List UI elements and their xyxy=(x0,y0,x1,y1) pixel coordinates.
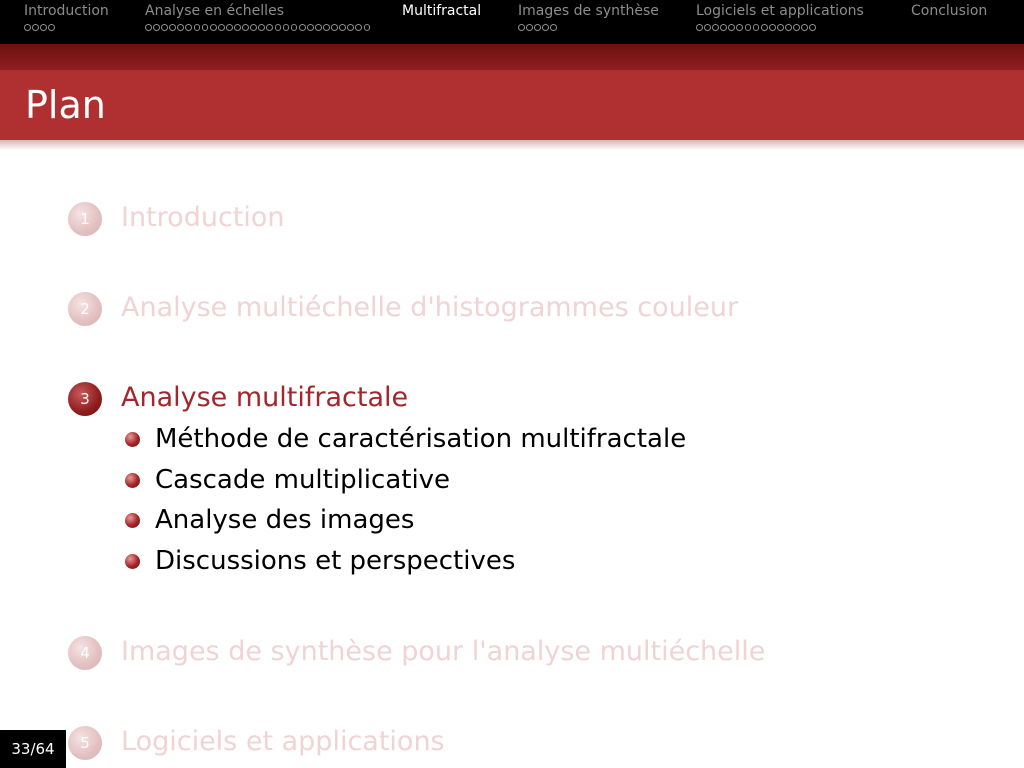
ball-bullet-icon xyxy=(125,554,140,569)
nav-section-conclusion[interactable] xyxy=(911,3,987,43)
frame-dot-icon[interactable] xyxy=(793,24,800,31)
frame-dot-icon[interactable] xyxy=(194,24,201,31)
toc-number-ball: 5 xyxy=(68,726,102,760)
frame-dot-icon[interactable] xyxy=(48,24,55,31)
nav-section-label[interactable]: Conclusion xyxy=(911,3,988,19)
frame-dot-icon[interactable] xyxy=(250,24,257,31)
nav-section-multifractal[interactable] xyxy=(402,3,481,43)
frame-dot-icon[interactable] xyxy=(355,24,362,31)
frame-dot-icon[interactable] xyxy=(364,24,371,31)
nav-frame-dots[interactable] xyxy=(145,24,370,32)
toc-number-ball: 4 xyxy=(68,636,102,670)
frame-dot-icon[interactable] xyxy=(234,24,241,31)
nav-section-label[interactable]: Multifractal xyxy=(402,3,482,19)
frame-dot-icon[interactable] xyxy=(315,24,322,31)
frame-dot-icon[interactable] xyxy=(753,24,760,31)
frame-dot-icon[interactable] xyxy=(323,24,330,31)
ball-bullet-icon xyxy=(125,432,140,447)
frame-dot-icon[interactable] xyxy=(32,24,39,31)
frame-dot-icon[interactable] xyxy=(347,24,354,31)
toc-subitem-label[interactable]: Cascade multiplicative xyxy=(155,465,451,495)
frame-dot-icon[interactable] xyxy=(266,24,273,31)
page-counter: 33/64 xyxy=(0,730,66,768)
nav-frame-dots[interactable] xyxy=(518,24,659,32)
title-bar xyxy=(0,70,1024,140)
frame-dot-icon[interactable] xyxy=(24,24,31,31)
frame-dot-icon[interactable] xyxy=(801,24,808,31)
ball-bullet-icon xyxy=(125,513,140,528)
frame-dot-icon[interactable] xyxy=(339,24,346,31)
frame-dot-icon[interactable] xyxy=(331,24,338,31)
frame-dot-icon[interactable] xyxy=(177,24,184,31)
toc-item-label[interactable]: Images de synthèse pour l'analyse multiéchelle xyxy=(121,636,766,667)
nav-section-label[interactable]: Logiciels et applications xyxy=(696,3,864,19)
toc-number-ball: 1 xyxy=(68,202,102,236)
toc-item-label[interactable]: Logiciels et applications xyxy=(121,726,445,757)
frame-dot-icon[interactable] xyxy=(169,24,176,31)
frame-dot-icon[interactable] xyxy=(728,24,735,31)
nav-frame-dots[interactable] xyxy=(402,24,481,32)
nav-frame-dots[interactable] xyxy=(24,24,109,32)
toc-subitem-label[interactable]: Analyse des images xyxy=(155,505,415,535)
frame-dot-icon[interactable] xyxy=(809,24,816,31)
frame-title: Plan xyxy=(25,83,106,127)
toc-subitem-label[interactable]: Méthode de caractérisation multifractale xyxy=(155,424,687,454)
toc-number-ball: 2 xyxy=(68,292,102,326)
nav-section-label[interactable]: Images de synthèse xyxy=(518,3,659,19)
frame-dot-icon[interactable] xyxy=(218,24,225,31)
frame-dot-icon[interactable] xyxy=(736,24,743,31)
frame-dot-icon[interactable] xyxy=(526,24,533,31)
frame-dot-icon[interactable] xyxy=(202,24,209,31)
nav-section-images-de-synthese[interactable] xyxy=(518,3,659,43)
nav-section-label[interactable]: Introduction xyxy=(24,3,109,19)
title-bar-top-shade xyxy=(0,44,1024,70)
frame-dot-icon[interactable] xyxy=(299,24,306,31)
nav-frame-dots[interactable] xyxy=(696,24,864,32)
frame-dot-icon[interactable] xyxy=(226,24,233,31)
section-navigation-bar xyxy=(0,0,1024,44)
toc-number-ball: 3 xyxy=(68,382,102,416)
frame-dot-icon[interactable] xyxy=(258,24,265,31)
nav-section-label[interactable]: Analyse en échelles xyxy=(145,3,284,19)
frame-dot-icon[interactable] xyxy=(161,24,168,31)
frame-dot-icon[interactable] xyxy=(785,24,792,31)
toc-item-label[interactable]: Analyse multiéchelle d'histogrammes couleur xyxy=(121,292,739,323)
frame-dot-icon[interactable] xyxy=(185,24,192,31)
frame-dot-icon[interactable] xyxy=(210,24,217,31)
frame-dot-icon[interactable] xyxy=(777,24,784,31)
nav-section-logiciels-et-applications[interactable] xyxy=(696,3,864,43)
frame-dot-icon[interactable] xyxy=(40,24,47,31)
frame-dot-icon[interactable] xyxy=(534,24,541,31)
frame-dot-icon[interactable] xyxy=(518,24,525,31)
frame-dot-icon[interactable] xyxy=(307,24,314,31)
frame-dot-icon[interactable] xyxy=(275,24,282,31)
frame-dot-icon[interactable] xyxy=(283,24,290,31)
frame-dot-icon[interactable] xyxy=(769,24,776,31)
frame-dot-icon[interactable] xyxy=(712,24,719,31)
frame-dot-icon[interactable] xyxy=(542,24,549,31)
frame-dot-icon[interactable] xyxy=(242,24,249,31)
nav-frame-dots[interactable] xyxy=(911,24,987,32)
frame-dot-icon[interactable] xyxy=(720,24,727,31)
nav-section-analyse-en-echelles[interactable] xyxy=(145,3,370,43)
frame-dot-icon[interactable] xyxy=(696,24,703,31)
toc-item-label[interactable]: Analyse multifractale xyxy=(121,382,409,413)
frame-dot-icon[interactable] xyxy=(291,24,298,31)
ball-bullet-icon xyxy=(125,473,140,488)
frame-dot-icon[interactable] xyxy=(550,24,557,31)
frame-dot-icon[interactable] xyxy=(704,24,711,31)
nav-section-introduction[interactable] xyxy=(24,3,109,43)
toc-subitem-label[interactable]: Discussions et perspectives xyxy=(155,546,516,576)
frame-dot-icon[interactable] xyxy=(745,24,752,31)
frame-dot-icon[interactable] xyxy=(153,24,160,31)
frame-dot-icon[interactable] xyxy=(145,24,152,31)
title-bar-shadow xyxy=(0,140,1024,150)
toc-item-label[interactable]: Introduction xyxy=(121,202,285,233)
frame-dot-icon[interactable] xyxy=(761,24,768,31)
